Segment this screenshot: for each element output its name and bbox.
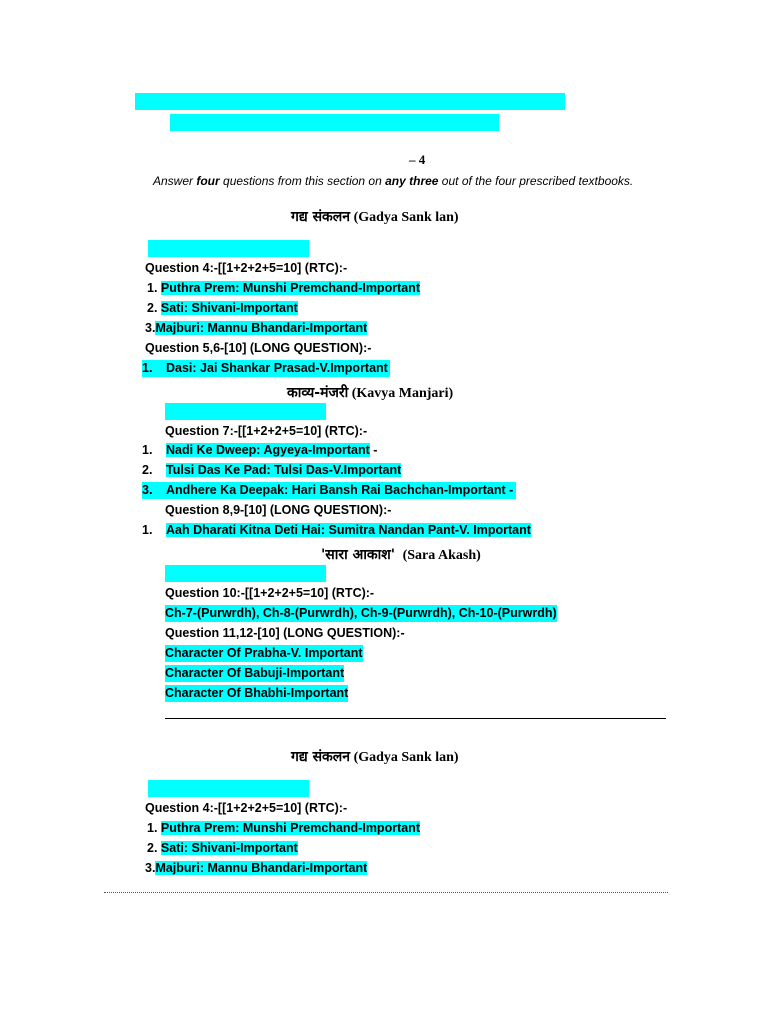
item-number: 3.	[145, 861, 156, 875]
sara-heading	[321, 545, 481, 564]
gadya2-heading-english: (Gadya Sank lan)	[353, 750, 459, 765]
item-text: Puthra Prem: Munshi Premchand-Important	[160, 281, 420, 295]
gadya2-heading	[291, 747, 459, 766]
header-highlight-bar-1	[135, 93, 565, 110]
item-number: 1.	[142, 523, 153, 537]
sara-long-item-1: Character Of Prabha-V. Important	[165, 646, 363, 660]
gadya2-item-3	[145, 860, 367, 877]
item-number: 3.	[142, 483, 153, 497]
gadya-item-2	[147, 300, 298, 317]
page-break-dotted-line	[104, 892, 668, 893]
item-number: 1.	[147, 821, 158, 835]
gadya2-item-2	[147, 840, 298, 857]
kavya-item-1	[142, 442, 377, 459]
sara-highlight-bar	[165, 565, 326, 582]
kavya-item-3	[142, 482, 516, 499]
item-text: Majburi: Mannu Bhandari-Important	[155, 861, 368, 875]
instruction-text: Answer	[153, 174, 197, 188]
kavya-question-8-9: Question 8,9-[10] (LONG QUESTION):-	[165, 503, 392, 517]
item-text: Dasi: Jai Shankar Prasad-V.Important	[166, 361, 388, 375]
item-number: 2.	[147, 841, 158, 855]
instruction-bold-four: four	[196, 174, 220, 188]
gadya-heading-hindi: गद्य संकलन	[291, 209, 351, 225]
sara-long-item-2: Character Of Babuji-Important	[165, 666, 345, 680]
instruction-bold-any-three: any three	[385, 174, 439, 188]
gadya2-question-4: Question 4:-[[1+2+2+5=10] (RTC):-	[145, 801, 348, 815]
item-text: Tulsi Das Ke Pad: Tulsi Das-V.Important	[166, 463, 402, 477]
item-text: Andhere Ka Deepak: Hari Bansh Rai Bachchan-Important -	[166, 483, 514, 497]
item-text: Majburi: Mannu Bhandari-Important	[155, 321, 368, 335]
instruction-text-end: out of the four prescribed textbooks.	[438, 174, 634, 188]
item-number: 1.	[142, 443, 153, 457]
kavya-heading-hindi: काव्य-मंजरी	[287, 385, 349, 401]
sara-heading-english: (Sara Akash)	[402, 548, 481, 563]
gadya-highlight-bar	[148, 240, 309, 257]
gadya2-highlight-bar	[148, 780, 309, 797]
gadya-heading	[291, 207, 459, 226]
item-number: 1.	[142, 361, 153, 375]
horizontal-divider	[165, 718, 666, 719]
gadya2-item-1	[147, 820, 420, 837]
section-instruction	[153, 174, 633, 188]
gadya-question-4: Question 4:-[[1+2+2+5=10] (RTC):-	[145, 261, 348, 275]
item-suffix: -	[369, 443, 378, 457]
gadya2-heading-hindi: गद्य संकलन	[291, 749, 351, 765]
sara-heading-hindi: 'सारा आकाश'	[321, 547, 396, 563]
item-text: Sati: Shivani-Important	[160, 841, 298, 855]
section-number: – 4	[409, 152, 426, 167]
kavya-heading	[287, 383, 453, 402]
item-number: 3.	[145, 321, 156, 335]
item-text: Aah Dharati Kitna Deti Hai: Sumitra Nandan Pant-V. Important	[166, 523, 531, 537]
gadya-question-5-6: Question 5,6-[10] (LONG QUESTION):-	[145, 341, 372, 355]
gadya-item-1	[147, 280, 420, 297]
sara-question-10: Question 10:-[[1+2+2+5=10] (RTC):-	[165, 586, 375, 600]
instruction-text-mid: questions from this section on	[219, 174, 386, 188]
item-number: 2.	[142, 463, 153, 477]
sara-chapters: Ch-7-(Purwrdh), Ch-8-(Purwrdh), Ch-9-(Purwrdh), Ch-10-(Purwrdh)	[165, 606, 557, 620]
item-number: 2.	[147, 301, 158, 315]
header-highlight-bar-2	[170, 114, 499, 131]
item-text: Puthra Prem: Munshi Premchand-Important	[160, 821, 420, 835]
item-text: Sati: Shivani-Important	[160, 301, 298, 315]
gadya-long-item-1	[142, 360, 390, 377]
kavya-question-7: Question 7:-[[1+2+2+5=10] (RTC):-	[165, 424, 368, 438]
gadya-heading-english: (Gadya Sank lan)	[353, 210, 459, 225]
kavya-highlight-bar	[165, 403, 326, 420]
item-text: Nadi Ke Dweep: Agyeya-Important	[166, 443, 370, 457]
item-number: 1.	[147, 281, 158, 295]
sara-long-item-3: Character Of Bhabhi-Important	[165, 686, 349, 700]
gadya-item-3	[145, 320, 367, 337]
kavya-item-2	[142, 462, 401, 479]
kavya-heading-english: (Kavya Manjari)	[351, 386, 454, 401]
kavya-long-item-1	[142, 522, 531, 539]
sara-question-11-12: Question 11,12-[10] (LONG QUESTION):-	[165, 626, 405, 640]
